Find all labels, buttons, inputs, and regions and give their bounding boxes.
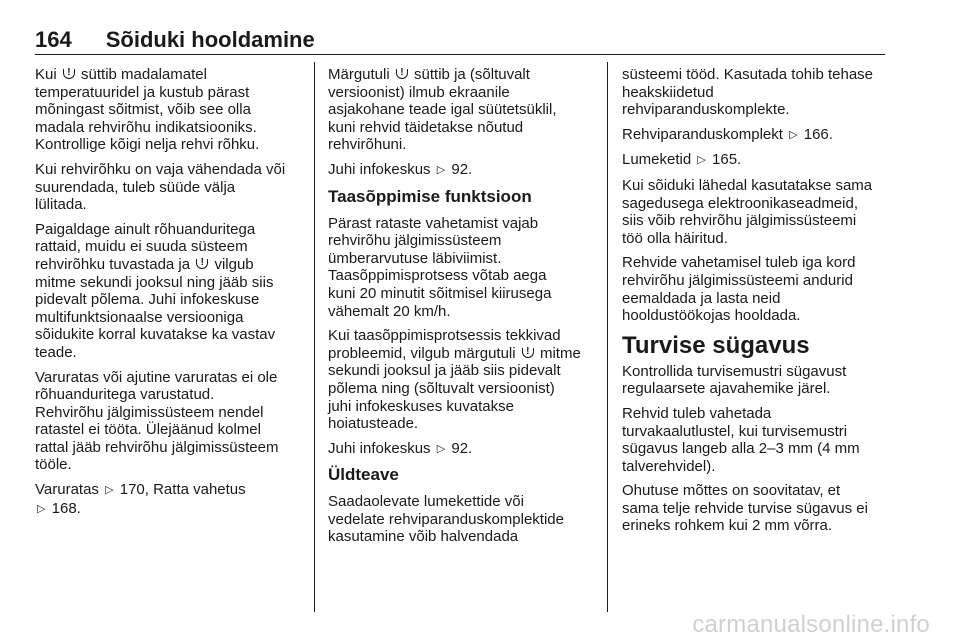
text: rehvirõhku tuvastada ja	[35, 255, 191, 273]
text: vilgub	[214, 255, 254, 273]
text-line: madala rehvirõhu indikatsiooniks.	[35, 118, 257, 136]
text: Märgutuli	[328, 66, 390, 83]
paragraph	[35, 161, 301, 214]
text-line: rattaid, muidu ei suuda süsteem	[35, 238, 248, 256]
text-line: versioonist) ilmub ekraanile	[328, 83, 510, 101]
paragraph	[622, 177, 892, 247]
text-line: kuni rehvid täidetakse nõutud	[328, 118, 524, 136]
tire-pressure-warning-icon	[396, 68, 408, 81]
page-reference-arrow-icon: ▷	[436, 163, 446, 176]
paragraph	[622, 482, 892, 535]
text-line: rehvirõhu jälgimissüsteem	[328, 232, 502, 250]
page-reference-arrow-icon: ▷	[37, 502, 46, 515]
text-line: Rehvirõhu jälgimissüsteem nendel	[35, 403, 264, 421]
paragraph	[328, 215, 596, 321]
text-line: ümberarvutuse läbiviimist.	[328, 249, 502, 267]
text-line: Kontrollida turvisemustri sügavust	[622, 362, 847, 380]
text-line: Taasõppimisprotsess võtab aega	[328, 267, 547, 285]
section-heading-large: Turvise sügavus	[622, 331, 810, 359]
text-line: Kui taasõppimisprotsessis tekkivad	[328, 327, 561, 345]
text: probleemid, vilgub märgutuli	[328, 344, 516, 362]
paragraph	[622, 66, 892, 119]
text-line: sama telje rehvide turvise sügavus ei	[622, 499, 868, 517]
text-line: tööle.	[35, 456, 72, 474]
text: Juhi infokeskus	[328, 439, 431, 457]
section-heading: Taasõppimise funktsioon	[328, 186, 532, 206]
paragraph	[622, 363, 892, 398]
text: 168.	[51, 499, 81, 517]
paragraph	[622, 151, 892, 170]
text-line: asjakohane teade igal süütetsüklil,	[328, 101, 557, 119]
text-line: hoiatusteade.	[328, 415, 419, 433]
text: Kui	[35, 66, 57, 83]
text-line: hooldustöökojas hooldada.	[622, 307, 801, 325]
text-line: sagedusega elektroonikaseadmeid,	[622, 194, 858, 212]
text-line: Kontrollige kõigi nelja rehvi rõhku.	[35, 136, 260, 154]
watermark: carmanualsonline.info	[692, 611, 930, 638]
text-line: sügavus langeb alla 2–3 mm (4 mm	[622, 440, 860, 458]
text-line: eemaldada ja lasta neid	[622, 289, 781, 307]
text-line: lülitada.	[35, 196, 87, 214]
text-line: Saadaolevate lumekettide või	[328, 493, 524, 511]
text-line: pidevalt põlema. Juhi infokeskuse	[35, 291, 260, 309]
paragraph	[328, 327, 596, 433]
text-line: suurendada, tuleb süüde välja	[35, 178, 236, 196]
text: 166.	[803, 125, 833, 143]
text-line: Varuratas või ajutine varuratas ei ole	[35, 368, 278, 386]
text: 92.	[451, 160, 473, 178]
text: mitme	[539, 344, 581, 362]
page-reference-arrow-icon: ▷	[789, 128, 798, 141]
text-line: teade.	[35, 343, 77, 361]
text-line: süsteemi tööd. Kasutada tohib tehase	[622, 66, 874, 83]
tire-pressure-warning-icon	[522, 347, 534, 360]
text-line: Kui sõiduki lähedal kasutatakse sama	[622, 176, 873, 194]
page-number: 164	[35, 27, 72, 52]
page-header	[35, 28, 885, 55]
text-line: vähemalt 20 km/h.	[328, 302, 451, 320]
text-line: rehvirõhuni.	[328, 136, 407, 154]
text-line: multifunktsionaalse versiooniga	[35, 308, 244, 326]
text-line: rehvirõhu jälgimissüsteemi andurid	[622, 271, 853, 289]
text-line: ratastel ei tööta. Ülejäänud kolmel	[35, 421, 261, 439]
text-line: Rehvide vahetamisel tuleb iga kord	[622, 254, 856, 272]
text-line: vedelate rehviparanduskomplektide	[328, 510, 564, 528]
page-title: Sõiduki hooldamine	[105, 27, 315, 52]
text: Lumeketid	[622, 151, 692, 169]
paragraph	[622, 254, 892, 324]
paragraph	[622, 405, 892, 475]
text-line: töö olla häiritud.	[622, 229, 728, 247]
text-line: põlema ning (sõltuvalt versioonist)	[328, 379, 555, 397]
paragraph	[35, 481, 301, 518]
paragraph	[328, 161, 596, 180]
paragraph	[622, 126, 892, 145]
text-line: Paigaldage ainult rõhuanduritega	[35, 220, 256, 238]
page-reference-arrow-icon: ▷	[697, 154, 706, 167]
text-line: temperatuuridel ja kustub pärast	[35, 83, 250, 101]
text-line: Pärast rataste vahetamist vajab	[328, 214, 539, 232]
text-line: rehviparanduskomplekte.	[622, 101, 790, 119]
column-divider	[607, 62, 608, 612]
page-reference-arrow-icon: ▷	[436, 442, 446, 455]
text-line: Ohutuse mõttes on soovitatav, et	[622, 482, 841, 500]
text: 92.	[451, 439, 473, 457]
text-line: erineks rohkem kui 2 mm võrra.	[622, 517, 833, 535]
paragraph	[328, 493, 596, 546]
paragraph	[35, 66, 301, 154]
text-line: siis võib rehvirõhu jälgimissüsteemi	[622, 212, 857, 230]
text: 165.	[712, 151, 742, 169]
text: Varuratas	[35, 481, 99, 499]
paragraph	[328, 440, 596, 459]
text-line: rattal jääb rehvirõhu jälgimissüsteem	[35, 438, 279, 456]
text-line: juhi infokeskuses kuvatakse	[328, 397, 514, 415]
text-line: kasutamine võib halvendada	[328, 528, 519, 546]
text-line: Rehvid tuleb vahetada	[622, 404, 772, 422]
text-line: sõidukite korral kuvatakse ka vastav	[35, 326, 276, 344]
column-2	[328, 66, 596, 553]
text-line: turvakaalutlustel, kui turvisemustri	[622, 422, 848, 440]
page-reference-arrow-icon: ▷	[105, 484, 114, 497]
text-line: heakskiidetud	[622, 83, 714, 101]
text: Juhi infokeskus	[328, 160, 431, 178]
paragraph	[328, 66, 596, 154]
tire-pressure-warning-icon	[196, 258, 208, 271]
text-line: mitme sekundi jooksul ning jääb siis	[35, 273, 274, 291]
paragraph	[35, 221, 301, 362]
text-line: regulaarsete ajavahemike järel.	[622, 380, 831, 398]
text: 170, Ratta vahetus	[119, 481, 246, 499]
text: süttib madalamatel	[81, 66, 207, 83]
text: Rehviparanduskomplekt	[622, 125, 783, 143]
paragraph	[35, 369, 301, 475]
column-1	[35, 66, 301, 525]
column-3	[622, 66, 892, 542]
column-divider	[314, 62, 315, 612]
text: süttib ja (sõltuvalt	[414, 66, 530, 83]
text-line: kuni 20 minutit sõitmisel kiirusega	[328, 284, 552, 302]
text-line: mõningast sõitmist, võib see olla	[35, 101, 251, 119]
text-line: sekundi jooksul ja jääb siis pidevalt	[328, 362, 561, 380]
text-line: Kui rehvirõhku on vaja vähendada või	[35, 160, 286, 178]
tire-pressure-warning-icon	[63, 68, 75, 81]
text-line: rõhuanduritega varustatud.	[35, 386, 215, 404]
section-heading: Üldteave	[328, 465, 399, 485]
text-line: talverehvidel).	[622, 457, 716, 475]
